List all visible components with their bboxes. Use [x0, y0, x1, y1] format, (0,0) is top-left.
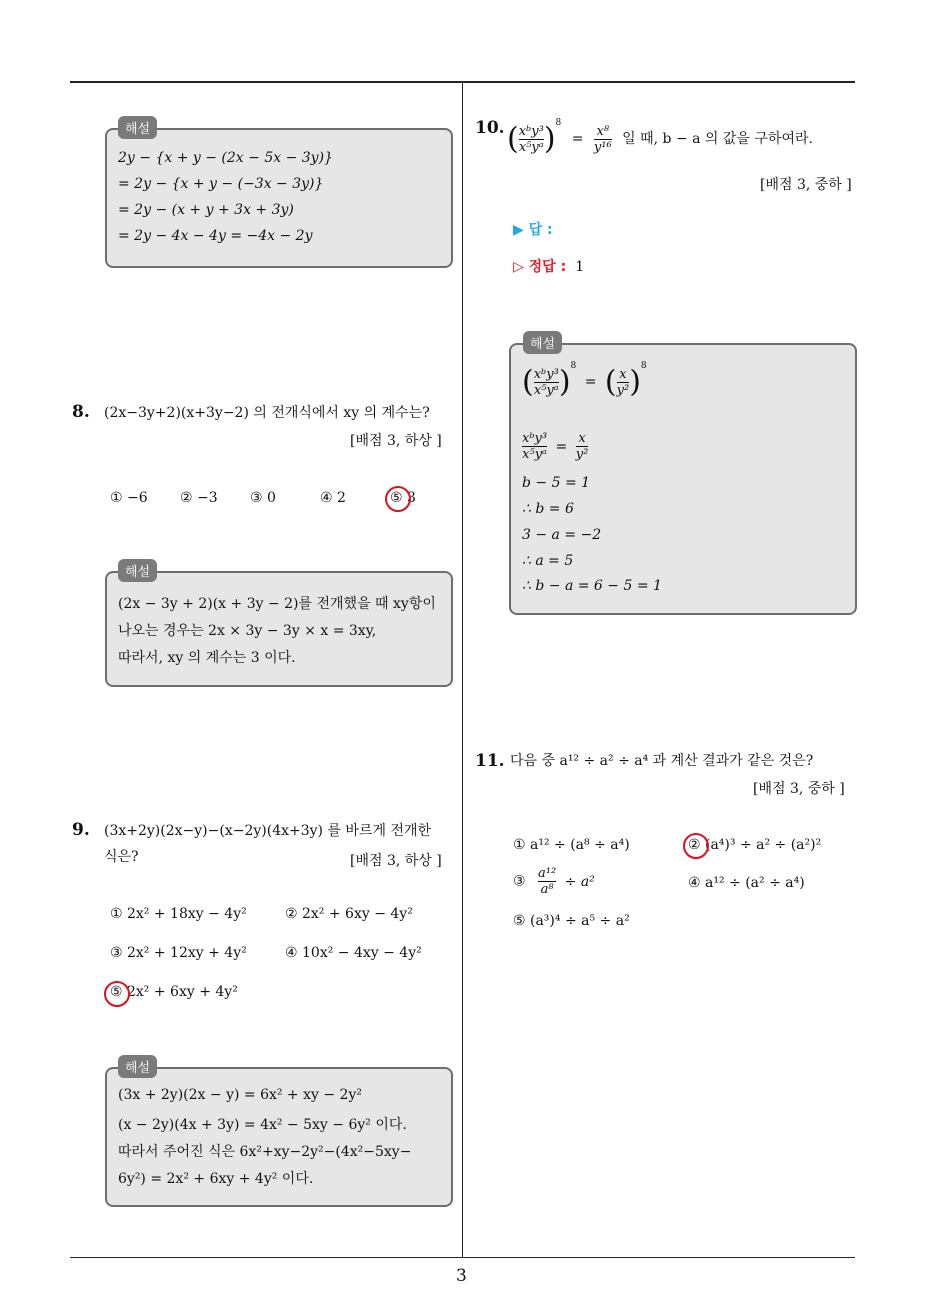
- q9-score-meta: [배점 3, 하상 ]: [350, 853, 442, 869]
- q10-question-equation: ( $\frac{\text{xᵇy³}}{\text{x⁵yᵃ}}$ )$^8$ = $\frac{\text{x⁸}}{\text{y¹⁶}}$ 일 때, b − a 의 값을 구하여라.: [507, 118, 813, 157]
- q7-solution-box: [105, 128, 453, 268]
- q10-solution-line: ∴ a = 5: [522, 553, 574, 569]
- q11-option[interactable]: ② (a⁴)³ ÷ a² ÷ (a²)²: [688, 837, 822, 853]
- q8-number: 8.: [72, 402, 90, 422]
- q9-number: 9.: [72, 820, 90, 840]
- q10-solution-line: 3 − a = −2: [522, 527, 602, 543]
- q8-option[interactable]: ⑤ 3: [390, 490, 416, 506]
- q8-score-meta: [배점 3, 하상 ]: [350, 433, 442, 449]
- q10-solution-eq1: ( $\frac{\text{xᵇy³}}{\text{x⁵yᵃ}}$ )$^8$ = ( $\frac{x}{\text{y²}}$ )$^8$: [522, 361, 647, 400]
- q10-correct-answer: ▷ 정답 : 1: [513, 259, 585, 275]
- q11-answer-mark: [683, 833, 709, 859]
- q9-solution-line: (x − 2y)(4x + 3y) = 4x² − 5xy − 6y² 이다.: [118, 1117, 407, 1133]
- q8-solution-line: 따라서, xy 의 계수는 3 이다.: [118, 650, 296, 666]
- q11-score-meta: [배점 3, 중하 ]: [753, 781, 845, 797]
- q10-solution-line: ∴ b = 6: [522, 501, 574, 517]
- q9-solution-box: [105, 1067, 453, 1207]
- q10-solution-line: ∴ b − a = 6 − 5 = 1: [522, 578, 662, 594]
- q9-answer-mark: [104, 981, 130, 1007]
- explanation-tag: 해설: [118, 1055, 157, 1078]
- explanation-tag: 해설: [118, 559, 157, 582]
- q9-solution-line: 따라서 주어진 식은 6x²+xy−2y²−(4x²−5xy−: [118, 1144, 412, 1160]
- q9-solution-line: (3x + 2y)(2x − y) = 6x² + xy − 2y²: [118, 1087, 362, 1103]
- q10-score-meta: [배점 3, 중하 ]: [760, 177, 852, 193]
- q9-question-text: (3x+2y)(2x−y)−(x−2y)(4x+3y) 를 바르게 전개한: [104, 823, 432, 839]
- q10-number: 10.: [475, 118, 505, 138]
- q11-option[interactable]: ③ $\frac{\text{a¹²}}{\text{a⁸}}$ ÷ a²: [513, 866, 595, 897]
- q10-fraction-left: $\frac{\text{xᵇy³}}{\text{x⁵yᵃ}}$: [518, 123, 544, 155]
- q10-fraction-right: $\frac{\text{x⁸}}{\text{y¹⁶}}$: [593, 123, 612, 155]
- q8-question-text: (2x−3y+2)(x+3y−2) 의 전개식에서 xy 의 계수는?: [104, 405, 430, 421]
- q11-option[interactable]: ① a¹² ÷ (a⁸ ÷ a⁴): [513, 837, 630, 853]
- q11-option[interactable]: ④ a¹² ÷ (a² ÷ a⁴): [688, 875, 805, 891]
- q7-solution-line: = 2y − 4x − 4y = −4x − 2y: [118, 228, 313, 244]
- q8-solution-line: 나오는 경우는 2x × 3y − 3y × x = 3xy,: [118, 623, 377, 639]
- explanation-tag: 해설: [118, 116, 157, 139]
- q7-solution-line: 2y − {x + y − (2x − 5x − 3y)}: [118, 150, 333, 166]
- q9-question-text-2: 식은?: [104, 849, 139, 865]
- q8-solution-line: (2x − 3y + 2)(x + 3y − 2)를 전개했을 때 xy항이: [118, 596, 436, 612]
- q11-number: 11.: [475, 751, 505, 771]
- q10-answer-input[interactable]: [585, 217, 745, 237]
- q9-option[interactable]: ① 2x² + 18xy − 4y²: [110, 906, 247, 922]
- q10-solution-box: [509, 343, 857, 615]
- q9-solution-line: 6y²) = 2x² + 6xy + 4y² 이다.: [118, 1171, 314, 1187]
- q8-option[interactable]: ② −3: [180, 490, 218, 506]
- q8-option[interactable]: ③ 0: [250, 490, 276, 506]
- q9-option[interactable]: ③ 2x² + 12xy + 4y²: [110, 945, 247, 961]
- bottom-rule: [70, 1257, 855, 1258]
- q9-option[interactable]: ④ 10x² − 4xy − 4y²: [285, 945, 422, 961]
- q10-question-text: 일 때, b − a 의 값을 구하여라.: [622, 131, 813, 147]
- q7-solution-line: = 2y − (x + y + 3x + 3y): [118, 202, 294, 218]
- q9-option[interactable]: ② 2x² + 6xy − 4y²: [285, 906, 413, 922]
- page-number: 3: [456, 1266, 467, 1286]
- q9-option[interactable]: ⑤ 2x² + 6xy + 4y²: [110, 984, 238, 1000]
- column-divider: [462, 83, 463, 1258]
- q8-option[interactable]: ④ 2: [320, 490, 346, 506]
- explanation-tag: 해설: [523, 331, 562, 354]
- q7-solution-line: = 2y − {x + y − (−3x − 3y)}: [118, 176, 324, 192]
- q10-solution-line: b − 5 = 1: [522, 475, 591, 491]
- q8-answer-mark: [385, 486, 411, 512]
- q10-solution-eq2: $\frac{\text{xᵇy³}}{\text{x⁵yᵃ}}$ = $\frac{x}{\text{y²}}$: [522, 431, 589, 462]
- q8-solution-box: [105, 571, 453, 687]
- q10-answer-label: ▶ 답 :: [513, 222, 553, 238]
- q8-option[interactable]: ① −6: [110, 490, 148, 506]
- q11-option[interactable]: ⑤ (a³)⁴ ÷ a⁵ ÷ a²: [513, 913, 630, 929]
- q11-question-text: 다음 중 a¹² ÷ a² ÷ a⁴ 과 계산 결과가 같은 것은?: [510, 753, 814, 769]
